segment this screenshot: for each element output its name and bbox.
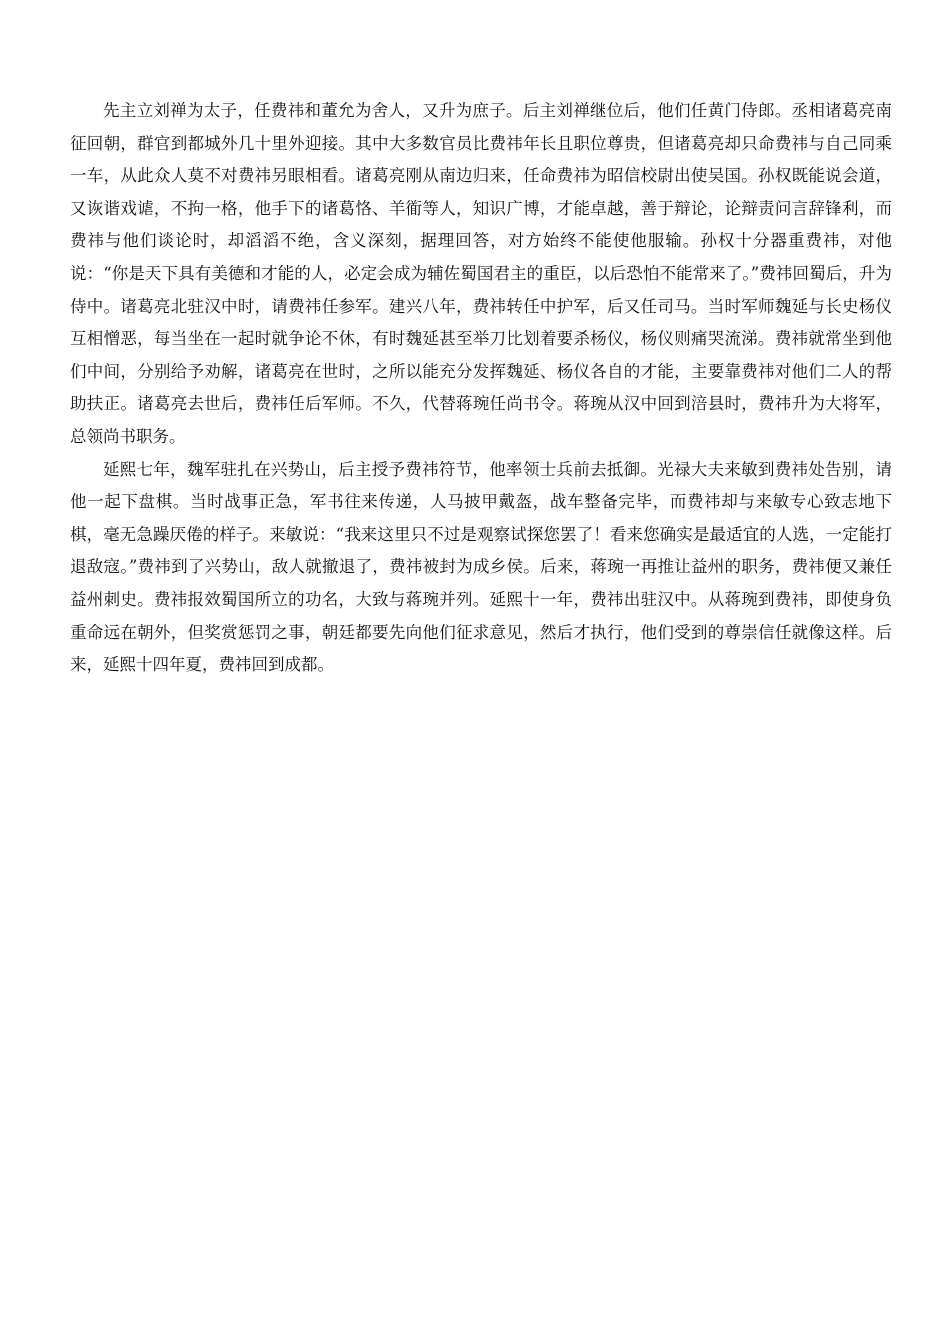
paragraph-1: 先主立刘禅为太子，任费祎和董允为舍人，又升为庶子。后主刘禅继位后，他们任黄门侍郎。丞相诸葛亮南征回朝，群官到都城外几十里外迎接。其中大多数官员比费祎年长且职位尊贵，但诸葛亮却只命费祎与自己同乘一车，从此众人莫不对费祎另眼相看。诸葛亮刚从南边归来，任命费祎为昭信校尉出使吴国。孙权既能说会道，又诙谐戏谑，不拘一格，他手下的诸葛恪、羊衜等人，知识广博，才能卓越，善于辩论，论辩责问言辞锋利，而费祎与他们谈论时，却滔滔不绝，含义深刻，据理回答，对方始终不能使他服输。孙权十分器重费祎，对他说：“你是天下具有美德和才能的人，必定会成为辅佐蜀国君主的重臣，以后恐怕不能常来了。”费祎回蜀后，升为侍中。诸葛亮北驻汉中时，请费祎任参军。建兴八年，费祎转任中护军，后又任司马。当时军师魏延与长史杨仪互相憎恶，每当坐在一起时就争论不休，有时魏延甚至举刀比划着要杀杨仪，杨仪则痛哭流涕。费祎就常坐到他们中间，分别给予劝解，诸葛亮在世时，之所以能充分发挥魏延、杨仪各自的才能，主要靠费祎对他们二人的帮助扶正。诸葛亮去世后，费祎任后军师。不久，代替蒋琬任尚书令。蒋琬从汉中回到涪县时，费祎升为大将军，总领尚书职务。 bbox=[70, 101, 892, 446]
document-body bbox=[70, 95, 892, 682]
paragraph-2: 延熙七年，魏军驻扎在兴势山，后主授予费祎符节，他率领士兵前去抵御。光禄大夫来敏到费祎处告别，请他一起下盘棋。当时战事正急，军书往来传递，人马披甲戴盔，战车整备完毕，而费祎却与来敏专心致志地下棋，毫无急躁厌倦的样子。来敏说：“我来这里只不过是观察试探您罢了！看来您确实是最适宜的人选，一定能打退敌寇。”费祎到了兴势山，敌人就撤退了，费祎被封为成乡侯。后来，蒋琬一再推让益州的职务，费祎便又兼任益州刺史。费祎报效蜀国所立的功名，大致与蒋琬并列。延熙十一年，费祎出驻汉中。从蒋琬到费祎，即使身负重命远在朝外，但奖赏惩罚之事，朝廷都要先向他们征求意见，然后才执行，他们受到的尊崇信任就像这样。后来，延熙十四年夏，费祎回到成都。 bbox=[70, 459, 892, 675]
